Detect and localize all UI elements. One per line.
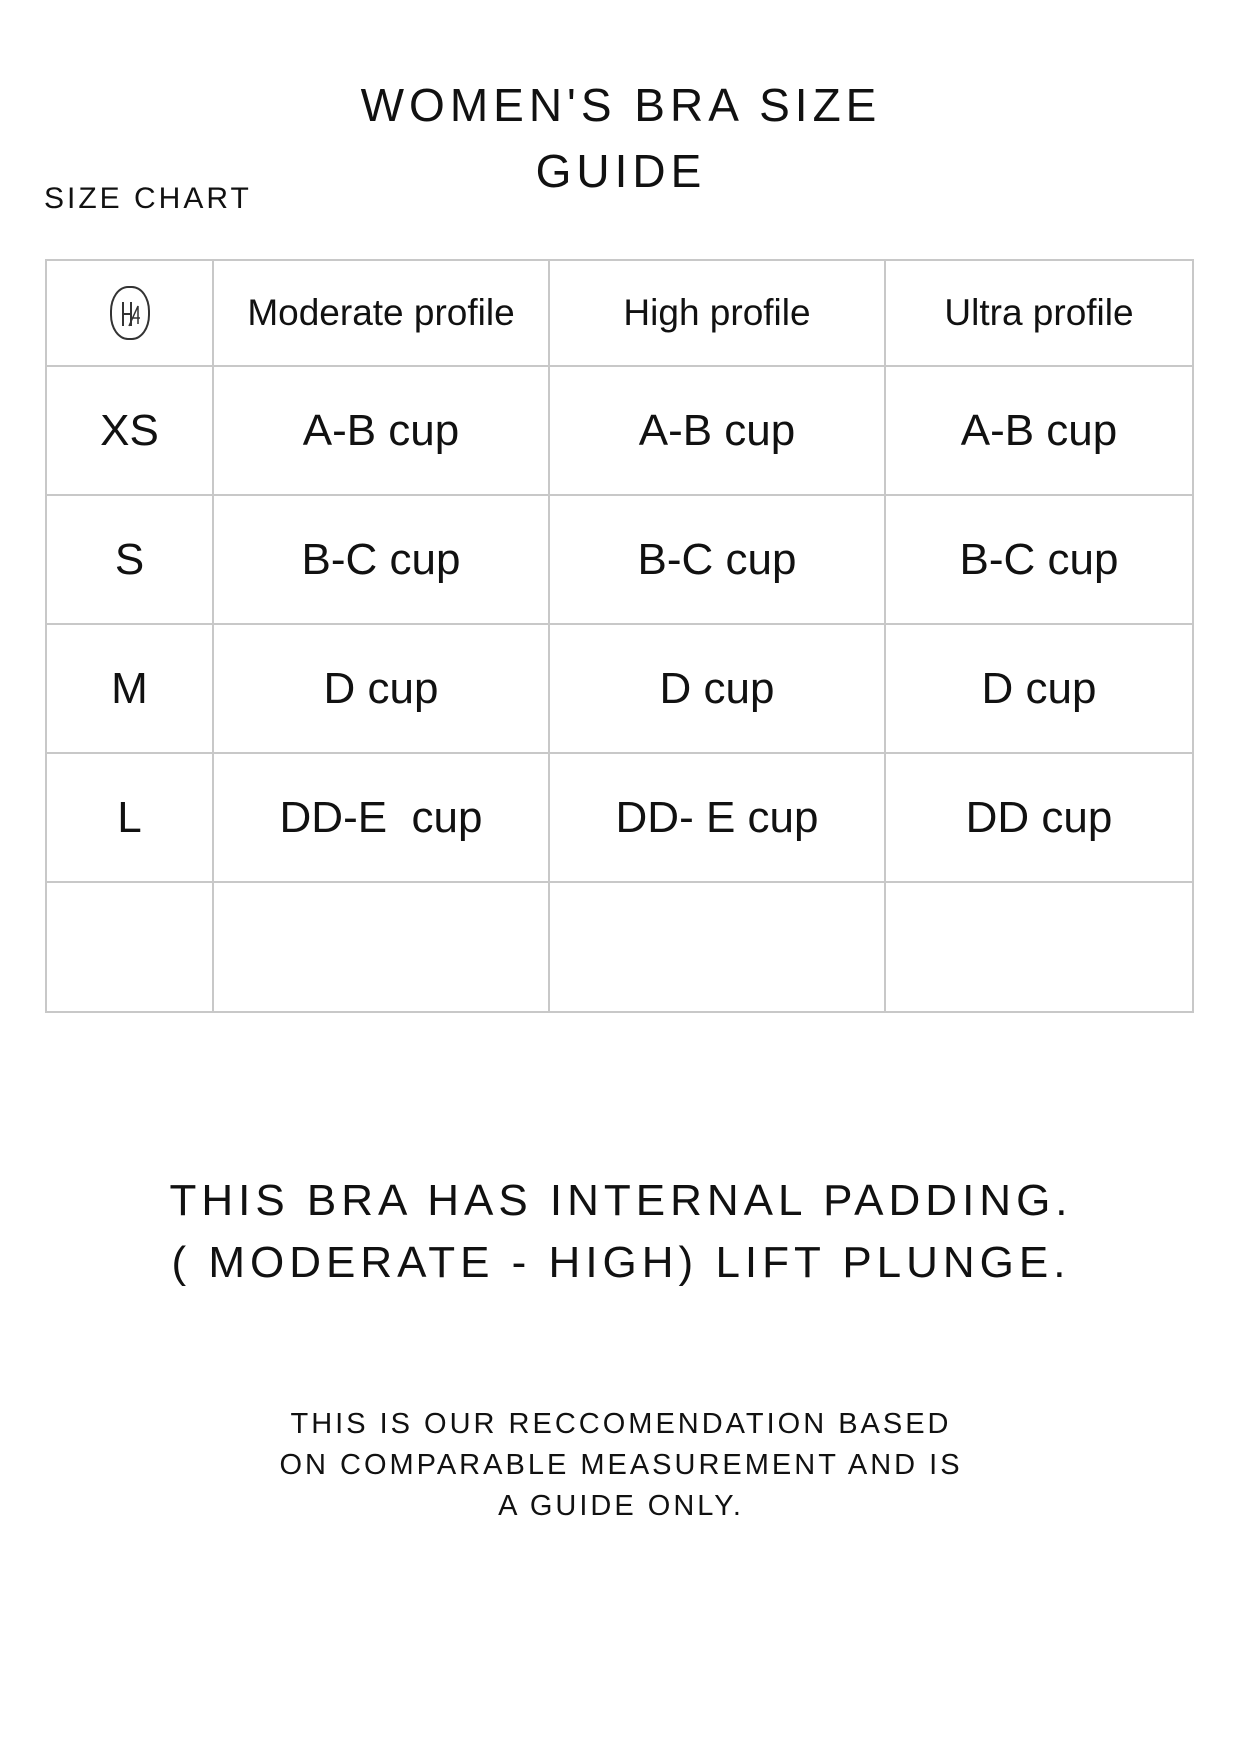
table-cell: A-B cup xyxy=(213,366,549,495)
disclaimer-line-2: ON COMPARABLE MEASUREMENT AND IS xyxy=(279,1449,963,1481)
disclaimer-text xyxy=(0,1404,1242,1527)
size-chart-table xyxy=(45,259,1194,1013)
size-label-cell: XS xyxy=(46,366,213,495)
size-label-cell: M xyxy=(46,624,213,753)
table-cell: D cup xyxy=(549,624,885,753)
table-header-cell: Moderate profile xyxy=(213,260,549,366)
table-cell xyxy=(213,882,549,1012)
table-cell: B-C cup xyxy=(213,495,549,624)
disclaimer-line-1: THIS IS OUR RECCOMENDATION BASED xyxy=(290,1408,952,1440)
table-header-cell: High profile xyxy=(549,260,885,366)
padding-notice-line-2: ( MODERATE - HIGH) LIFT PLUNGE. xyxy=(171,1238,1071,1287)
padding-notice-line-1: THIS BRA HAS INTERNAL PADDING. xyxy=(169,1176,1073,1225)
table-cell: B-C cup xyxy=(549,495,885,624)
page-title-line-2: GUIDE xyxy=(535,145,707,197)
page-title-line-1: WOMEN'S BRA SIZE xyxy=(360,79,882,131)
size-chart-label: SIZE CHART xyxy=(44,182,252,215)
table-cell: DD-E cup xyxy=(213,753,549,882)
table-cell: B-C cup xyxy=(885,495,1193,624)
table-row xyxy=(46,753,1193,882)
table-cell: D cup xyxy=(885,624,1193,753)
disclaimer-line-3: A GUIDE ONLY. xyxy=(498,1490,744,1522)
table-header-row xyxy=(46,260,1193,366)
table-cell: DD- E cup xyxy=(549,753,885,882)
table-cell: D cup xyxy=(213,624,549,753)
table-cell: DD cup xyxy=(885,753,1193,882)
size-label-cell: L xyxy=(46,753,213,882)
brand-monogram-icon xyxy=(110,286,150,340)
table-row xyxy=(46,495,1193,624)
table-row xyxy=(46,624,1193,753)
table-cell: A-B cup xyxy=(549,366,885,495)
padding-notice xyxy=(0,1170,1242,1294)
table-row xyxy=(46,366,1193,495)
table-cell: A-B cup xyxy=(885,366,1193,495)
size-label-cell xyxy=(46,882,213,1012)
table-header-logo-cell xyxy=(46,260,213,366)
table-cell xyxy=(549,882,885,1012)
table-header-cell: Ultra profile xyxy=(885,260,1193,366)
table-row-empty xyxy=(46,882,1193,1012)
size-label-cell: S xyxy=(46,495,213,624)
table-cell xyxy=(885,882,1193,1012)
